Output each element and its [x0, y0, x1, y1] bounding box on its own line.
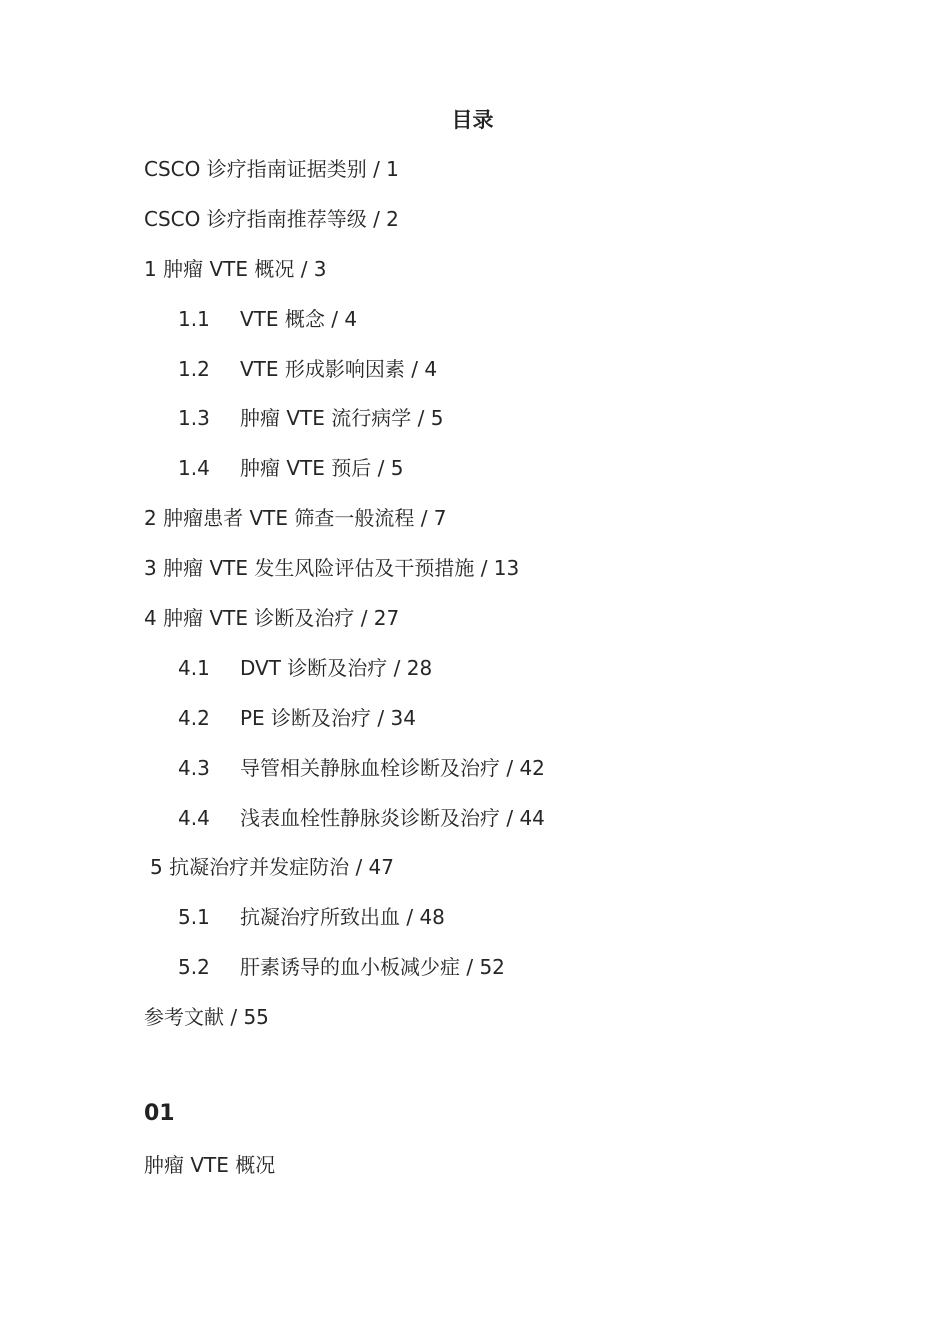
toc-entry-text: 肝素诱导的血小板减少症 / 52: [240, 955, 505, 980]
toc-entry[interactable]: [144, 156, 844, 206]
toc-entry-number: 1.4: [178, 456, 210, 481]
toc-entry-number: 1.3: [178, 406, 210, 431]
toc-entry-text: DVT 诊断及治疗 / 28: [240, 655, 433, 680]
toc-entry-text: 导管相关静脉血栓诊断及治疗 / 42: [240, 755, 545, 780]
toc-entry-number: 5.1: [178, 905, 210, 930]
toc-entry-text: 浅表血栓性静脉炎诊断及治疗 / 44: [240, 805, 545, 830]
toc-subentry[interactable]: [144, 306, 844, 356]
toc-entry-text: VTE 形成影响因素 / 4: [240, 356, 438, 381]
toc-subentry[interactable]: [144, 655, 844, 705]
toc-title: 目录: [451, 108, 494, 132]
toc-entry-text: 肿瘤 VTE 流行病学 / 5: [240, 406, 444, 431]
toc-entry-number: 5.2: [178, 955, 210, 980]
toc-entry-number: 4.2: [178, 705, 210, 730]
toc-entry[interactable]: [144, 505, 844, 555]
toc-entry-text: 抗凝治疗所致出血 / 48: [240, 905, 445, 930]
toc-subentry[interactable]: [144, 755, 844, 805]
toc-entry-number: 4.3: [178, 755, 210, 780]
toc-entry[interactable]: [144, 555, 844, 605]
toc-entry[interactable]: [144, 206, 844, 256]
toc-subentry[interactable]: [144, 954, 844, 1004]
toc-entry[interactable]: [144, 854, 844, 904]
toc-entry-text: PE 诊断及治疗 / 34: [240, 705, 416, 730]
toc-entry-number: 4.1: [178, 655, 210, 680]
toc-subentry[interactable]: [144, 904, 844, 954]
toc-entry-text: 1 肿瘤 VTE 概况 / 3: [144, 256, 327, 281]
toc-entry-text: 2 肿瘤患者 VTE 筛查一般流程 / 7: [144, 506, 447, 531]
toc-entry-text: CSCO 诊疗指南推荐等级 / 2: [144, 206, 399, 231]
toc-entry-number: 4.4: [178, 805, 210, 830]
toc-entry[interactable]: [144, 1004, 844, 1054]
toc-entry-text: 4 肿瘤 VTE 诊断及治疗 / 27: [144, 606, 400, 631]
toc-entry[interactable]: [144, 605, 844, 655]
toc-entry-number: 1.1: [178, 306, 210, 331]
toc-entry-text: VTE 概念 / 4: [240, 306, 358, 331]
toc-entry-text: 肿瘤 VTE 预后 / 5: [240, 456, 404, 481]
toc-subentry[interactable]: [144, 805, 844, 855]
toc-list: [144, 156, 844, 1054]
toc-entry-text: 参考文献 / 55: [144, 1005, 269, 1030]
toc-subentry[interactable]: [144, 705, 844, 755]
toc-entry-text: CSCO 诊疗指南证据类别 / 1: [144, 157, 399, 181]
toc-subentry[interactable]: [144, 455, 844, 505]
section-number: 01: [144, 1101, 175, 1126]
toc-entry[interactable]: [144, 256, 844, 306]
section-title: 肿瘤 VTE 概况: [144, 1153, 276, 1177]
toc-entry-number: 1.2: [178, 356, 210, 381]
toc-subentry[interactable]: [144, 405, 844, 455]
toc-subentry[interactable]: [144, 356, 844, 406]
toc-entry-text: 5 抗凝治疗并发症防治 / 47: [150, 855, 394, 880]
toc-entry-text: 3 肿瘤 VTE 发生风险评估及干预措施 / 13: [144, 556, 520, 581]
